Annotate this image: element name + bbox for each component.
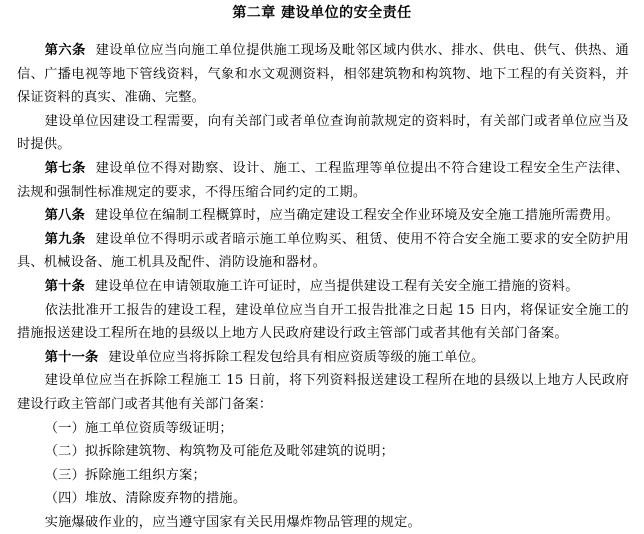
chapter-title: 第二章 建设单位的安全责任 (232, 5, 412, 21)
paragraph-text: 建设单位应当将拆除工程发包给具有相应资质等级的施工单位。 (108, 349, 485, 365)
paragraph-text: 建设单位在申请领取施工许可证时，应当提供建设工程有关安全施工措施的资料。 (94, 278, 579, 294)
article-number: 第七条 (44, 160, 86, 176)
paragraph-text: 建设单位应当向施工单位提供施工现场及毗邻区域内供水、排水、供电、供气、供热、通信、广播电视等地下管线资料，气象和水文观测资料，相邻建筑物和构筑物、地下工程的有关资料，并保证资料的真实、准确、完整。 (17, 43, 629, 106)
paragraph-article-6 (17, 39, 629, 110)
chapter-body (17, 39, 629, 534)
paragraph-text: 建设单位应当在拆除工程施工 15 日前，将下列资料报送建设工程所在地的县级以上地方人民政府建设行政主管部门或者其他有关部门备案： (17, 373, 629, 412)
paragraph-text: 依法批准开工报告的建设工程，建设单位应当自开工报告批准之日起 15 日内，将保证安全施工的措施报送建设工程所在地的县级以上地方人民政府建设行政主管部门或者其他有关部门备案。 (17, 302, 629, 342)
paragraph-text: 建设单位不得明示或者暗示施工单位购买、租赁、使用不符合安全施工要求的安全防护用具、机械设备、施工机具及配件、消防设施和器材。 (17, 231, 629, 271)
article-number: 第九条 (44, 231, 86, 247)
paragraph-article-9 (17, 228, 629, 275)
article-number: 第十条 (44, 278, 86, 294)
closing-paragraph: 实施爆破作业的，应当遵守国家有关民用爆炸物品管理的规定。 (44, 514, 421, 530)
article-number: 第十一条 (44, 349, 99, 365)
paragraph-text: 建设单位在编制工程概算时，应当确定建设工程安全作业环境及安全施工措施所需费用。 (94, 208, 619, 224)
paragraph-article-11 (17, 346, 629, 370)
paragraph-article-11-cont (17, 369, 629, 416)
paragraph-article-6-cont (17, 110, 629, 157)
list-item: （三）拆除施工组织方案； (44, 467, 206, 483)
paragraph-text: 建设单位因建设工程需要，向有关部门或者单位查询前款规定的资料时，有关部门或者单位应当及时提供。 (17, 113, 629, 153)
article-number: 第六条 (44, 43, 86, 58)
article-number: 第八条 (44, 208, 86, 224)
paragraph-article-10-cont (17, 299, 629, 346)
list-item: （一）施工单位资质等级证明； (44, 420, 233, 436)
paragraph-article-10 (17, 275, 629, 299)
paragraph-article-7 (17, 157, 629, 204)
list-item: （四）堆放、清除废弃物的措施。 (44, 491, 247, 507)
paragraph-text: 建设单位不得对勘察、设计、施工、工程监理等单位提出不符合建设工程安全生产法律、法规和强制性标准规定的要求，不得压缩合同约定的工期。 (17, 160, 629, 200)
list-item: （二）拟拆除建筑物、构筑物及可能危及毗邻建筑的说明； (44, 444, 395, 460)
paragraph-article-8 (17, 204, 629, 228)
